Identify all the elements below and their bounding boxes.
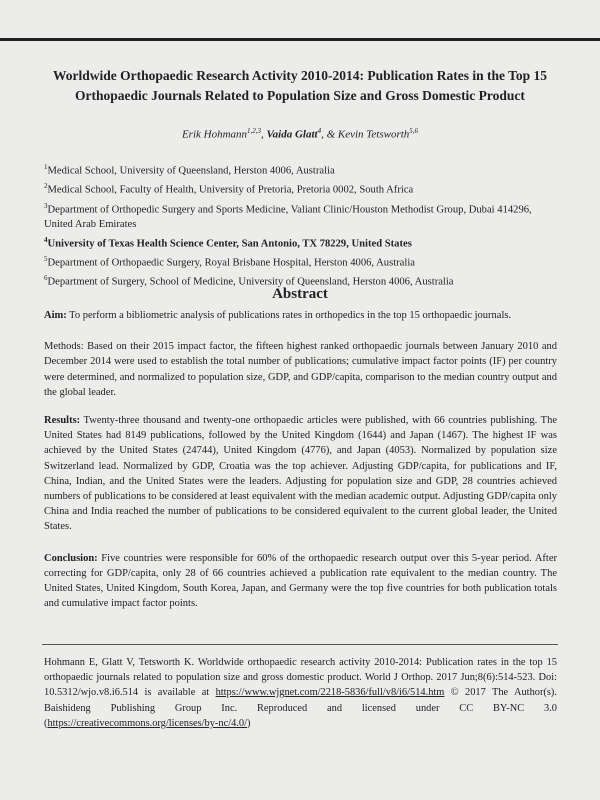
affiliation-text: Department of Surgery, School of Medicine, University of Queensland, Herston 4006, Australia (47, 276, 454, 288)
affiliation-number: 2 (44, 182, 48, 191)
top-rule (0, 38, 600, 41)
abstract-conclusion (44, 551, 557, 612)
affiliation-text: Department of Orthopedic Surgery and Sports Medicine, Valiant Clinic/Houston Methodist Group, Dubai 414296, United Arab Emirates (44, 204, 532, 230)
author-sup: 1,2,3 (247, 127, 262, 135)
author-name: Erik Hohmann (181, 128, 248, 141)
citation-text: Hohmann E, Glatt V, Tetsworth K. Worldwide orthopaedic research activity 2010-2014: Publication rates in the top 15 orthopaedic journals related to population size and gross domestic product. World J Orthop. 2017 Jun;8(6):514-523. Doi: 10.5312/wjo.v8.i6.514 is available at (44, 657, 557, 699)
abstract-aim (44, 308, 557, 323)
results-text: Twenty-three thousand and twenty-one orthopaedic articles were published, with 66 countries publishing. The United States had 8149 publications, followed by the United Kingdom (1644) and Japan (1467). The highest IF was achieved by the United States (24744), United Kingdom (4776), and Japan (4053). Normalized by population size Switzerland lead. Normalized by GDP, Croatia was the top achiever. Adjusting GDP/capita, for publications and IF, China, Indian, and the United States were the leaders. Adjusting for population size and GDP, 28 countries achieved numbers of publications to be considered at least equivalent with the median academic output. Adjusting GDP/capita only China and India reached the number of publications to be considered equivalent to the current global leader, the United States. (44, 415, 557, 533)
affiliation-number: 1 (44, 163, 48, 171)
paper-title: Worldwide Orthopaedic Research Activity 2010-2014: Publication Rates in the Top 15 Orthopaedic Journals Related to Population Size and Gross Domestic Product (52, 68, 547, 103)
affiliation (44, 233, 556, 252)
affiliation-text: Medical School, Faculty of Health, University of Pretoria, Pretoria 0002, South Africa (47, 184, 414, 196)
author-separator: , & (321, 128, 338, 141)
affiliation-number: 5 (44, 255, 48, 264)
author-line (40, 127, 560, 141)
abstract-heading: Abstract (272, 286, 328, 302)
author-name: Kevin Tetsworth (337, 128, 410, 141)
affiliation-text: University of Texas Health Science Center, San Antonio, TX 78229, United States (47, 238, 412, 250)
citation (44, 655, 557, 731)
results-label: Results: (44, 415, 81, 427)
aim-label: Aim: (44, 310, 67, 321)
article-link[interactable]: https://www.wjgnet.com/2218-5836/full/v8/i6/514.htm (215, 687, 445, 699)
abstract-methods (44, 339, 557, 400)
citation-text: ) (246, 717, 251, 729)
conclusion-label: Conclusion: (44, 552, 98, 564)
author-sup: 4 (317, 127, 322, 135)
affiliation (44, 160, 556, 179)
divider (42, 644, 558, 645)
abstract-results (44, 413, 557, 535)
license-link[interactable]: https://creativecommons.org/licenses/by-nc/4.0/ (47, 717, 247, 729)
affiliation (44, 179, 556, 198)
affiliation-number: 4 (44, 235, 48, 244)
author-sup: 5,6 (409, 127, 419, 135)
affiliation-text: Department of Orthopaedic Surgery, Royal Brisbane Hospital, Herston 4006, Australia (47, 257, 415, 269)
affiliation-text: Medical School, University of Queensland, Herston 4006, Australia (47, 165, 335, 177)
affiliation-number: 3 (44, 201, 48, 210)
affiliation-number: 6 (44, 274, 48, 283)
affiliation (44, 199, 556, 233)
conclusion-text: Five countries were responsible for 60% of the orthopaedic research output over this 5-year period. After correcting for GDP/capita, only 28 of 66 countries achieved a publication rate equivalent to the median country. The United States, United Kingdom, South Korea, Japan, and Germany were the top five countries for both publication totals and cumulative impact factor points. (44, 552, 557, 610)
affiliation (44, 252, 556, 271)
author-name: Vaida Glatt (266, 128, 318, 141)
citation-text: © 2017 The Author(s). Baishideng Publishing Group Inc. Reproduced and licensed under CC BY-NC 3.0 ( (44, 687, 557, 729)
methods-text: Methods: Based on their 2015 impact factor, the fifteen highest ranked orthopaedic journals between January 2010 and December 2014 were used to establish the total number of publications; cumulative impact factor points (IF) per country were determined, and normalized to population size, GDP, and GDP/capita, comparison to the median country output and the global leader. (44, 341, 557, 398)
affiliations (44, 160, 556, 291)
author-separator: , (261, 128, 267, 141)
aim-text: To perform a bibliometric analysis of publications rates in orthopedics in the top 15 orthopaedic journals. (66, 310, 512, 321)
abstract-body (44, 308, 557, 627)
